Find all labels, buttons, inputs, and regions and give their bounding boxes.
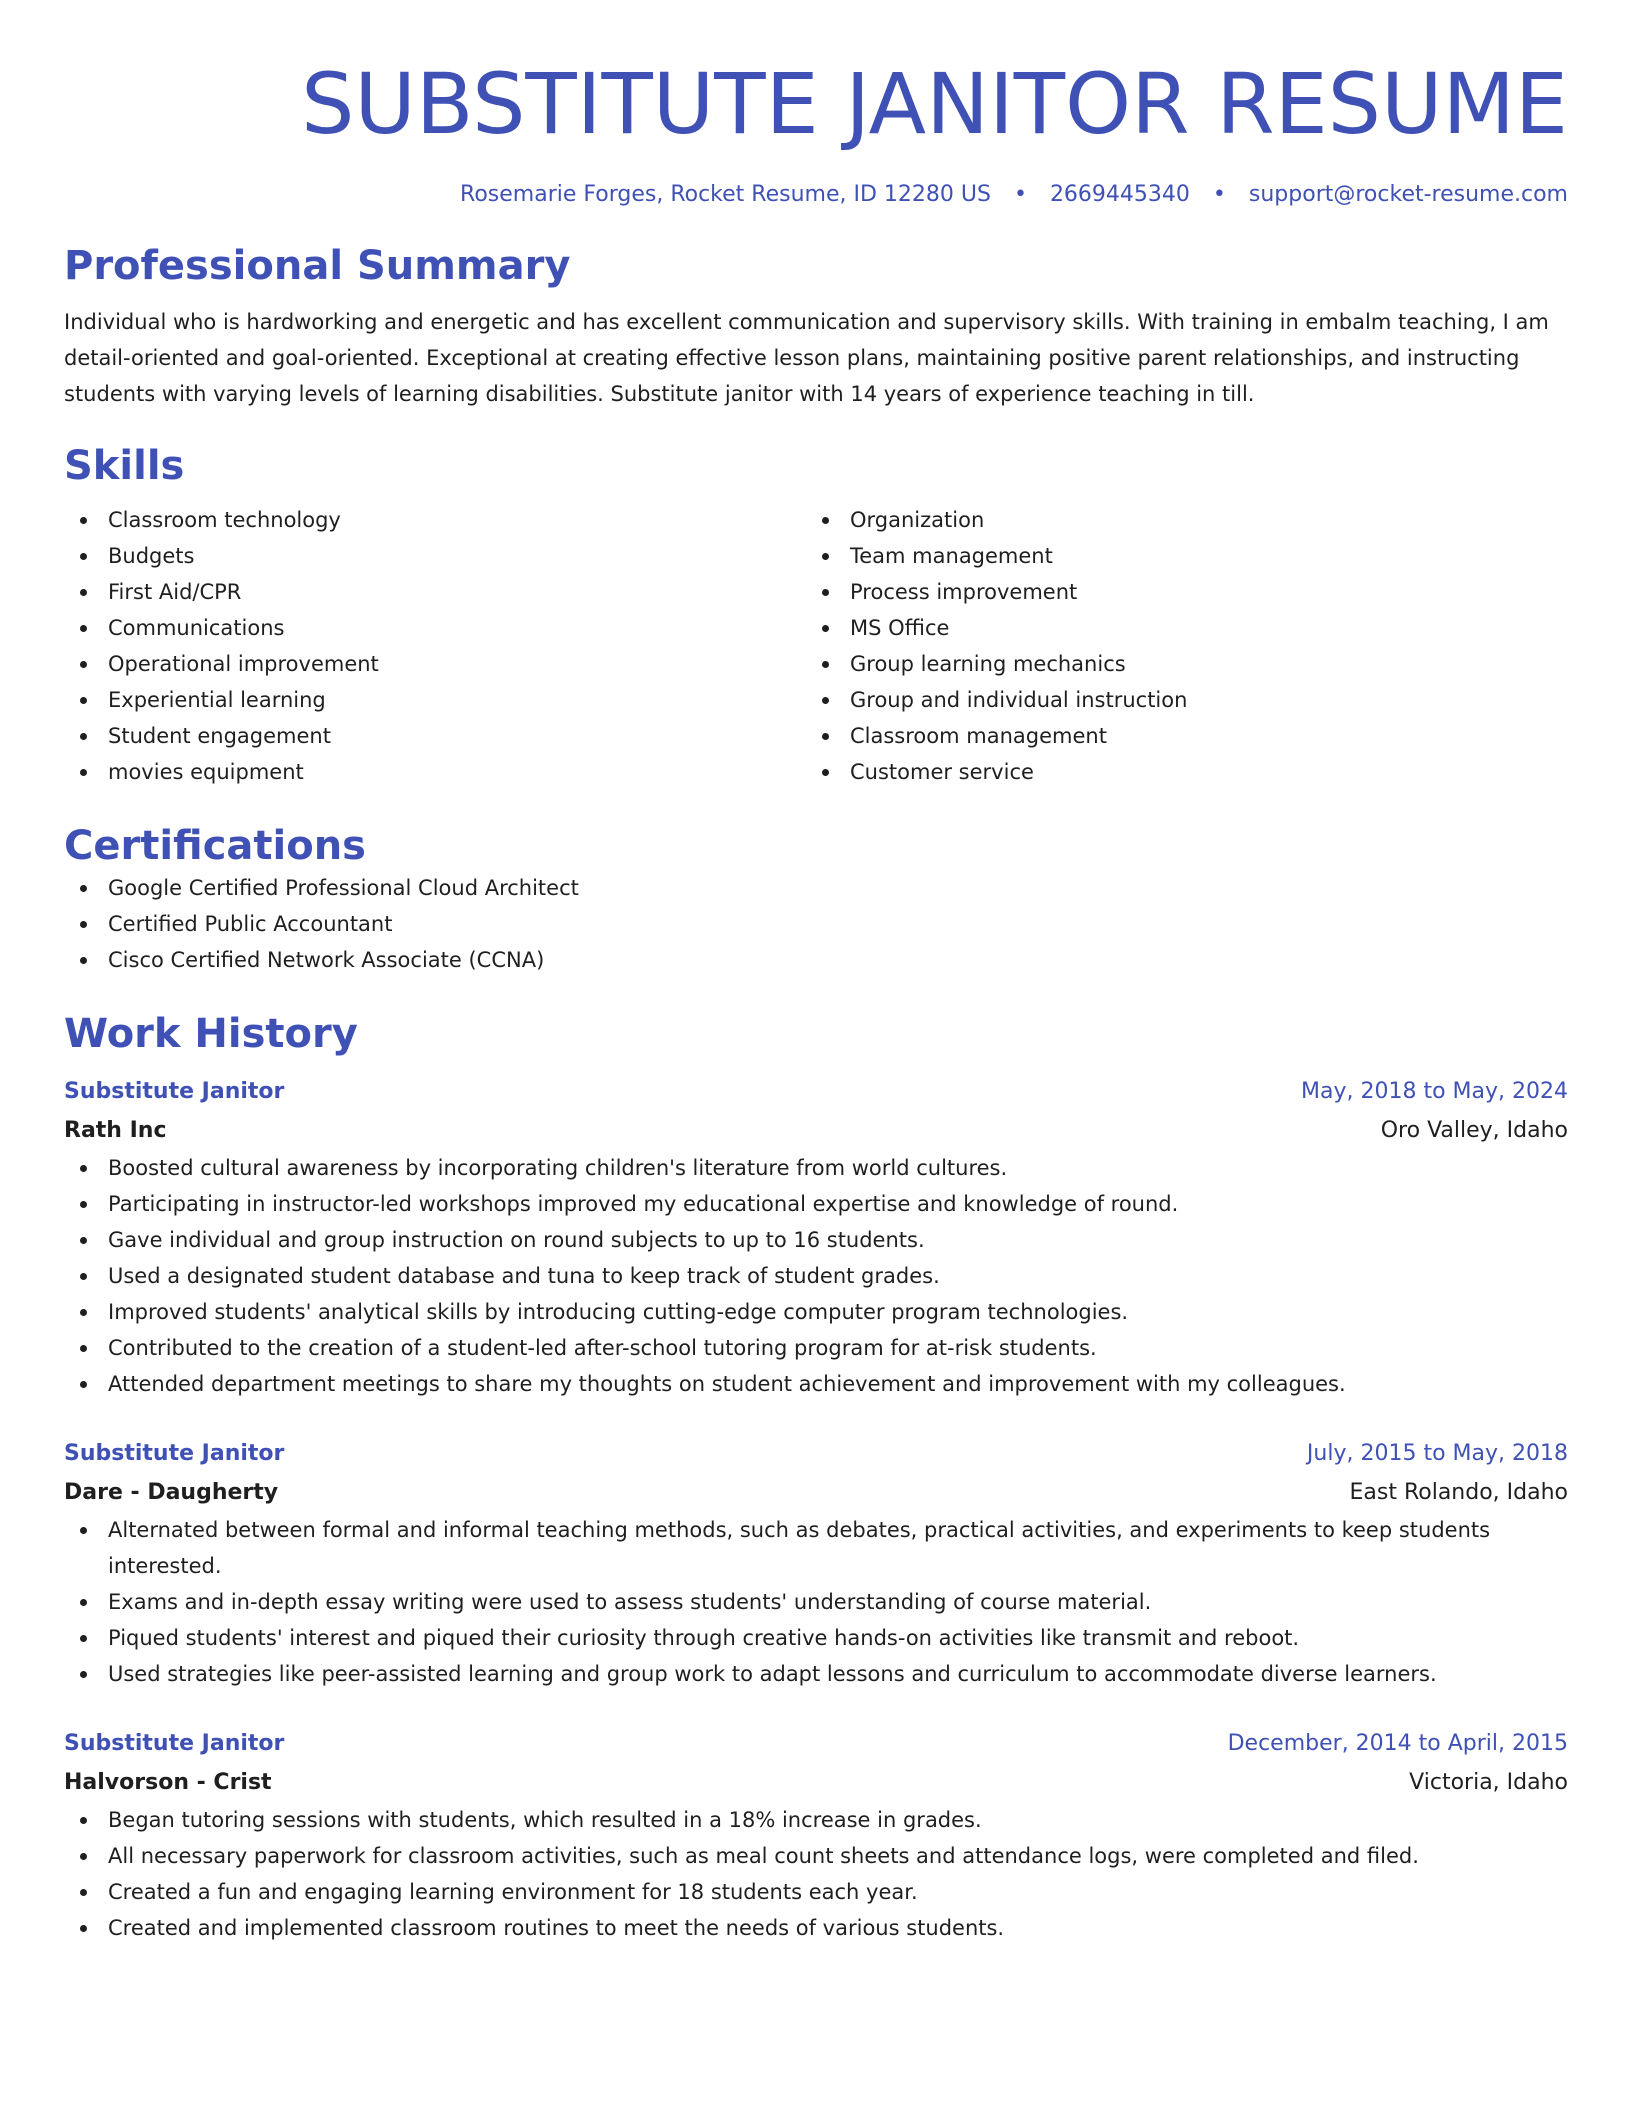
job-bullet: [64, 1258, 1568, 1294]
bullet-dot-icon: [80, 1817, 87, 1824]
skill-item-text: Customer service: [850, 760, 1034, 784]
bullet-dot-icon: [80, 885, 87, 892]
job-location: East Rolando, Idaho: [1349, 1480, 1568, 1505]
bullet-dot-icon: [80, 1527, 87, 1534]
job-bullet-text: Used strategies like peer-assisted learning and group work to adapt lessons and curriculum to accommodate diverse learners.: [108, 1662, 1437, 1686]
job-bullet: [64, 1656, 1568, 1692]
job-bullet-text: Created and implemented classroom routines to meet the needs of various students.: [108, 1916, 1005, 1940]
skill-item-text: Classroom technology: [108, 508, 341, 532]
bullet-dot-icon: [80, 1273, 87, 1280]
skills-grid: [64, 502, 1568, 790]
certification-item-text: Certified Public Accountant: [108, 912, 393, 936]
job-entry: [64, 1072, 1568, 1402]
contact-separator: •: [1212, 182, 1226, 207]
job-location: Oro Valley, Idaho: [1380, 1118, 1568, 1143]
skill-item-text: Student engagement: [108, 724, 331, 748]
job-title: Substitute Janitor: [64, 1731, 285, 1756]
skill-item: [806, 574, 1548, 610]
job-bullet: [64, 1222, 1568, 1258]
resume-title: SUBSTITUTE JANITOR RESUME: [301, 55, 1568, 153]
bullet-dot-icon: [80, 1925, 87, 1932]
skill-item-text: MS Office: [850, 616, 950, 640]
skill-item-text: Group learning mechanics: [850, 652, 1126, 676]
job-company: Halvorson - Crist: [64, 1770, 272, 1795]
job-dates: December, 2014 to April, 2015: [1227, 1731, 1568, 1756]
work-history-list: [64, 1072, 1568, 1946]
certification-item-text: Cisco Certified Network Associate (CCNA): [108, 948, 545, 972]
bullet-dot-icon: [80, 625, 87, 632]
certifications-list: [64, 870, 1568, 978]
bullet-dot-icon: [80, 921, 87, 928]
bullet-dot-icon: [80, 1381, 87, 1388]
bullet-dot-icon: [80, 697, 87, 704]
job-bullet: [64, 1802, 1568, 1838]
bullet-dot-icon: [822, 589, 829, 596]
skill-item-text: Group and individual instruction: [850, 688, 1188, 712]
job-bullet-text: Began tutoring sessions with students, which resulted in a 18% increase in grades.: [108, 1808, 982, 1832]
skills-column-left: [64, 502, 806, 790]
skills-list-left: [64, 502, 806, 790]
job-title-row: [64, 1724, 1568, 1764]
job-title-row: [64, 1434, 1568, 1474]
job-bullet: [64, 1584, 1568, 1620]
skill-item-text: Organization: [850, 508, 985, 532]
bullet-dot-icon: [80, 1671, 87, 1678]
contact-separator: •: [1013, 182, 1027, 207]
job-dates: July, 2015 to May, 2018: [1306, 1441, 1568, 1466]
bullet-dot-icon: [80, 1237, 87, 1244]
skill-item: [806, 538, 1548, 574]
bullet-dot-icon: [80, 517, 87, 524]
job-company-row: [64, 1474, 1568, 1512]
job-bullet: [64, 1620, 1568, 1656]
job-bullet-text: Boosted cultural awareness by incorporating children's literature from world cultures.: [108, 1156, 1008, 1180]
skill-item-text: Budgets: [108, 544, 195, 568]
certification-item: [64, 906, 1568, 942]
job-bullet-list: [64, 1802, 1568, 1946]
skill-item: [806, 646, 1548, 682]
job-bullet-text: Contributed to the creation of a student-led after-school tutoring program for at-risk students.: [108, 1336, 1097, 1360]
job-bullet-text: Alternated between formal and informal teaching methods, such as debates, practical activities, and experiments to keep students interested.: [108, 1518, 1491, 1578]
skill-item-text: Operational improvement: [108, 652, 379, 676]
job-bullet-text: Exams and in-depth essay writing were used to assess students' understanding of course material.: [108, 1590, 1152, 1614]
job-dates: May, 2018 to May, 2024: [1301, 1079, 1568, 1104]
job-bullet-text: Used a designated student database and tuna to keep track of student grades.: [108, 1264, 940, 1288]
skill-item: [806, 682, 1548, 718]
job-company-row: [64, 1764, 1568, 1802]
skill-item-text: Process improvement: [850, 580, 1078, 604]
skill-item: [64, 610, 806, 646]
skill-item: [806, 502, 1548, 538]
skill-item-text: Team management: [850, 544, 1053, 568]
bullet-dot-icon: [80, 553, 87, 560]
job-title: Substitute Janitor: [64, 1441, 285, 1466]
bullet-dot-icon: [80, 1165, 87, 1172]
skills-column-right: [806, 502, 1548, 790]
job-bullet-text: Piqued students' interest and piqued their curiosity through creative hands-on activities like transmit and reboot.: [108, 1626, 1300, 1650]
bullet-dot-icon: [80, 589, 87, 596]
work-history-heading: Work History: [64, 1011, 358, 1057]
job-bullet-text: Improved students' analytical skills by introducing cutting-edge computer program technologies.: [108, 1300, 1129, 1324]
certifications-heading: Certifications: [64, 823, 366, 869]
skill-item: [64, 574, 806, 610]
job-bullet-list: [64, 1512, 1568, 1692]
job-bullet-text: Attended department meetings to share my thoughts on student achievement and improvement with my colleagues.: [108, 1372, 1346, 1396]
job-bullet: [64, 1910, 1568, 1946]
skill-item: [64, 682, 806, 718]
bullet-dot-icon: [822, 517, 829, 524]
job-company-row: [64, 1112, 1568, 1150]
skill-item-text: Experiential learning: [108, 688, 326, 712]
job-bullet-text: All necessary paperwork for classroom activities, such as meal count sheets and attendance logs, were completed and filed.: [108, 1844, 1419, 1868]
job-bullet: [64, 1150, 1568, 1186]
contact-phone: 2669445340: [1049, 182, 1190, 207]
job-bullet-text: Created a fun and engaging learning environment for 18 students each year.: [108, 1880, 918, 1904]
bullet-dot-icon: [80, 1853, 87, 1860]
certification-item: [64, 942, 1568, 978]
job-bullet-list: [64, 1150, 1568, 1402]
bullet-dot-icon: [80, 733, 87, 740]
bullet-dot-icon: [80, 661, 87, 668]
job-company: Dare - Daugherty: [64, 1480, 279, 1505]
skill-item-text: Classroom management: [850, 724, 1107, 748]
skill-item: [64, 538, 806, 574]
skill-item: [64, 646, 806, 682]
job-location: Victoria, Idaho: [1409, 1770, 1568, 1795]
job-company: Rath Inc: [64, 1118, 167, 1143]
contact-line: [64, 180, 1568, 210]
resume-page: [64, 0, 1568, 1946]
bullet-dot-icon: [822, 625, 829, 632]
bullet-dot-icon: [80, 1599, 87, 1606]
skill-item: [806, 718, 1548, 754]
skill-item: [64, 754, 806, 790]
skill-item-text: movies equipment: [108, 760, 304, 784]
job-bullet: [64, 1366, 1568, 1402]
job-bullet: [64, 1512, 1568, 1584]
bullet-dot-icon: [80, 957, 87, 964]
summary-heading: Professional Summary: [64, 243, 571, 289]
bullet-dot-icon: [822, 661, 829, 668]
contact-email: support@rocket-resume.com: [1248, 182, 1568, 207]
job-bullet: [64, 1186, 1568, 1222]
job-title-row: [64, 1072, 1568, 1112]
skill-item-text: Communications: [108, 616, 285, 640]
bullet-dot-icon: [822, 697, 829, 704]
job-bullet-text: Gave individual and group instruction on round subjects to up to 16 students.: [108, 1228, 925, 1252]
certification-item-text: Google Certified Professional Cloud Architect: [108, 876, 579, 900]
bullet-dot-icon: [80, 769, 87, 776]
contact-address: Rosemarie Forges, Rocket Resume, ID 12280 US: [460, 182, 991, 207]
skill-item-text: First Aid/CPR: [108, 580, 242, 604]
job-entry: [64, 1434, 1568, 1692]
bullet-dot-icon: [822, 769, 829, 776]
certification-item: [64, 870, 1568, 906]
bullet-dot-icon: [80, 1889, 87, 1896]
job-bullet-text: Participating in instructor-led workshops improved my educational expertise and knowledge of round.: [108, 1192, 1179, 1216]
skill-item: [64, 718, 806, 754]
summary-text: Individual who is hardworking and energetic and has excellent communication and supervisory skills. With training in embalm teaching, I am detail-oriented and goal-oriented. Exceptional at creating effective lesson plans, maintaining positive parent relationships, and instructing students with varying levels of learning disabilities. Substitute janitor with 14 years of experience teaching in till.: [64, 310, 1549, 406]
bullet-dot-icon: [80, 1635, 87, 1642]
bullet-dot-icon: [822, 733, 829, 740]
skill-item: [806, 754, 1548, 790]
skills-list-right: [806, 502, 1548, 790]
bullet-dot-icon: [80, 1201, 87, 1208]
job-bullet: [64, 1838, 1568, 1874]
skill-item: [806, 610, 1548, 646]
skills-heading: Skills: [64, 443, 185, 489]
job-title: Substitute Janitor: [64, 1079, 285, 1104]
job-bullet: [64, 1874, 1568, 1910]
job-entry: [64, 1724, 1568, 1946]
job-bullet: [64, 1294, 1568, 1330]
bullet-dot-icon: [80, 1345, 87, 1352]
bullet-dot-icon: [80, 1309, 87, 1316]
bullet-dot-icon: [822, 553, 829, 560]
job-bullet: [64, 1330, 1568, 1366]
skill-item: [64, 502, 806, 538]
